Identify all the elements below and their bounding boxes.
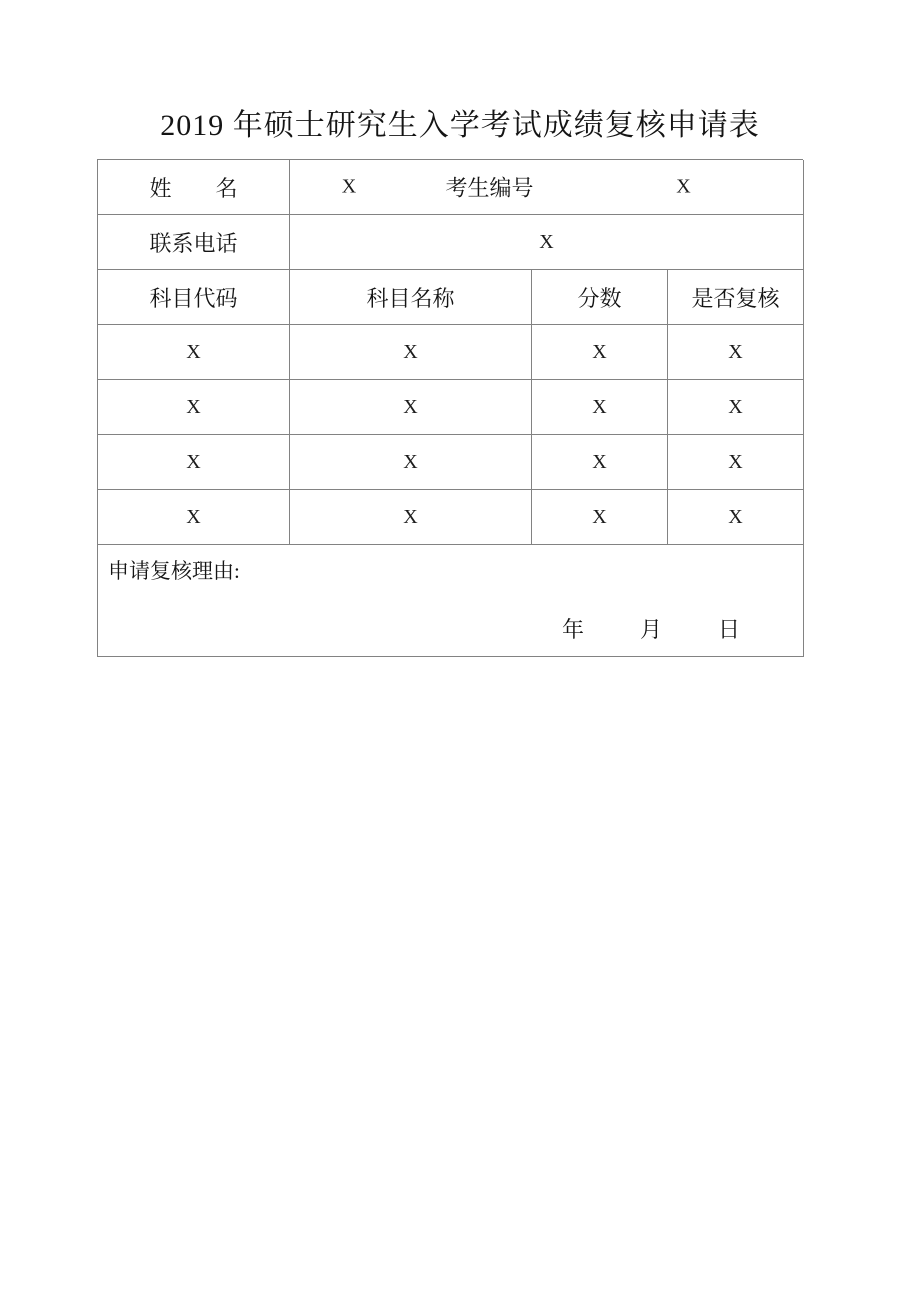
name-label-cell bbox=[98, 160, 290, 215]
subject-row-cell[interactable] bbox=[668, 435, 804, 490]
subject-row-cell[interactable] bbox=[98, 380, 290, 435]
month-label: 月 bbox=[639, 617, 662, 642]
review-value[interactable]: X bbox=[728, 340, 743, 363]
score-header-label: 分数 bbox=[577, 285, 622, 311]
score-value[interactable]: X bbox=[592, 450, 607, 473]
score-value[interactable]: X bbox=[592, 395, 607, 418]
subject-row-cell[interactable] bbox=[532, 490, 668, 545]
reason-label: 申请复核理由: bbox=[108, 559, 240, 583]
subject-row-cell[interactable] bbox=[532, 325, 668, 380]
subject-row-cell[interactable] bbox=[668, 490, 804, 545]
subject-code-header bbox=[98, 270, 290, 325]
subject-code-value[interactable]: X bbox=[186, 505, 201, 528]
subject-row-cell[interactable] bbox=[98, 490, 290, 545]
score-header bbox=[532, 270, 668, 325]
page-title: 2019 年硕士研究生入学考试成绩复核申请表 bbox=[160, 109, 760, 142]
phone-label: 联系电话 bbox=[149, 230, 238, 256]
subject-name-header bbox=[290, 270, 532, 325]
day-label: 日 bbox=[717, 617, 740, 642]
subject-code-header-label: 科目代码 bbox=[149, 285, 238, 311]
review-value[interactable]: X bbox=[728, 505, 743, 528]
phone-value-cell[interactable] bbox=[290, 215, 804, 270]
subject-name-value[interactable]: X bbox=[403, 340, 418, 363]
subject-row-cell[interactable] bbox=[290, 325, 532, 380]
name-value[interactable]: X bbox=[341, 175, 357, 198]
subject-row-cell[interactable] bbox=[290, 380, 532, 435]
subject-row-cell[interactable] bbox=[290, 490, 532, 545]
subject-row-cell[interactable] bbox=[98, 325, 290, 380]
score-value[interactable]: X bbox=[592, 340, 607, 363]
subject-name-value[interactable]: X bbox=[403, 450, 418, 473]
subject-name-header-label: 科目名称 bbox=[366, 285, 455, 311]
candidate-no-value[interactable]: X bbox=[676, 175, 691, 198]
review-value[interactable]: X bbox=[728, 450, 743, 473]
phone-label-cell bbox=[98, 215, 290, 270]
candidate-no-label: 考生编号 bbox=[445, 175, 534, 201]
reason-cell[interactable] bbox=[98, 545, 804, 657]
review-header-label: 是否复核 bbox=[691, 285, 780, 311]
subject-row-cell[interactable] bbox=[98, 435, 290, 490]
date-line bbox=[562, 613, 803, 644]
subject-row-cell[interactable] bbox=[290, 435, 532, 490]
subject-name-value[interactable]: X bbox=[403, 505, 418, 528]
review-value[interactable]: X bbox=[728, 395, 743, 418]
score-review-form-table bbox=[97, 159, 803, 657]
subject-code-value[interactable]: X bbox=[186, 395, 201, 418]
subject-code-value[interactable]: X bbox=[186, 450, 201, 473]
subject-row-cell[interactable] bbox=[668, 325, 804, 380]
subject-row-cell[interactable] bbox=[668, 380, 804, 435]
phone-value[interactable]: X bbox=[539, 230, 554, 253]
subject-code-value[interactable]: X bbox=[186, 340, 201, 363]
review-header bbox=[668, 270, 804, 325]
score-value[interactable]: X bbox=[592, 505, 607, 528]
subject-row-cell[interactable] bbox=[532, 380, 668, 435]
year-label: 年 bbox=[561, 617, 584, 642]
name-label: 姓 名 bbox=[149, 175, 238, 201]
subject-name-value[interactable]: X bbox=[403, 395, 418, 418]
name-candidate-value-cell bbox=[290, 160, 804, 215]
subject-row-cell[interactable] bbox=[532, 435, 668, 490]
